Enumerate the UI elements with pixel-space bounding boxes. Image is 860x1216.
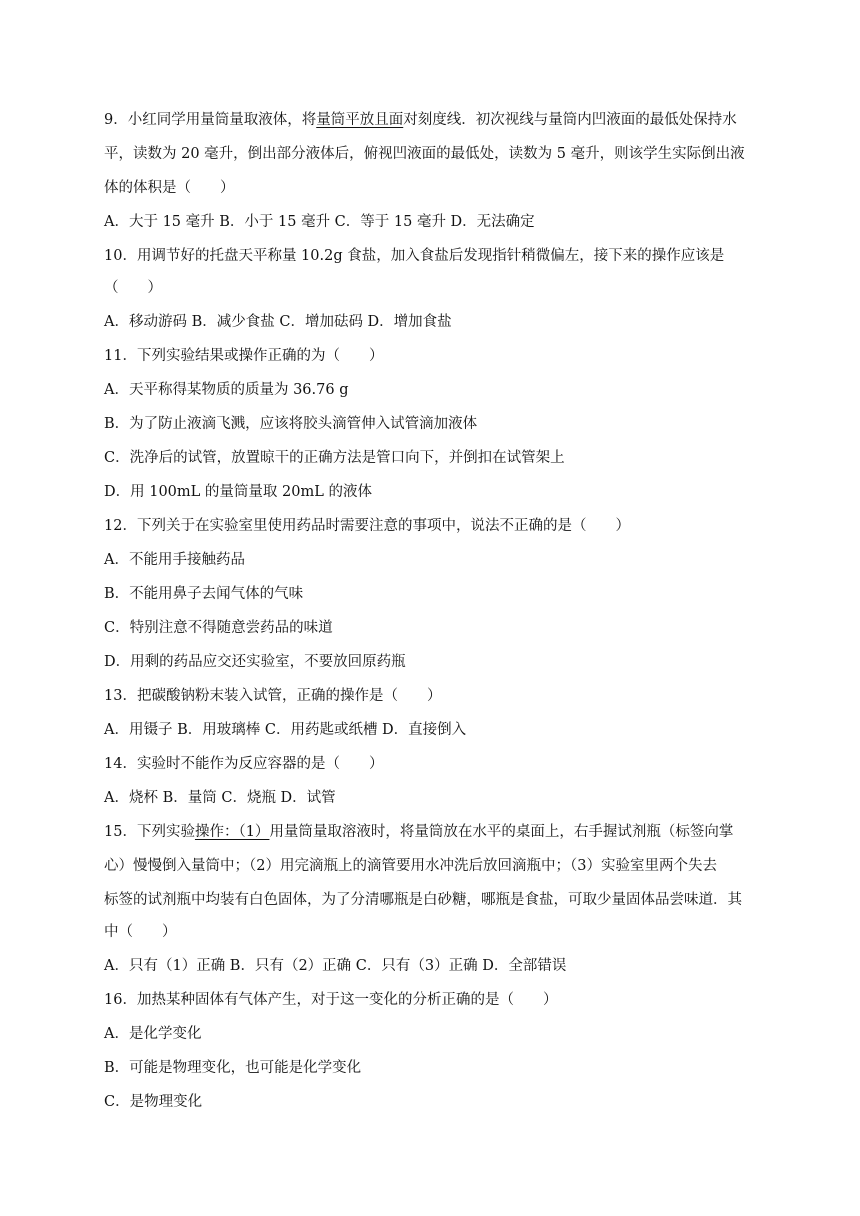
question-12-option-c: C．特别注意不得随意尝药品的味道 — [104, 620, 333, 636]
question-10-line-1: 10．用调节好的托盘天平称量 10.2g 食盐，加入食盐后发现指针稍微偏左，接下来的操作应该是 — [104, 248, 725, 264]
question-14-options: A．烧杯 B．量筒 C．烧瓶 D．试管 — [104, 790, 336, 806]
underlined-phrase: 操作：（1） — [194, 824, 270, 840]
question-14-stem: 14．实验时不能作为反应容器的是（ ） — [104, 756, 384, 772]
question-12-option-b: B．不能用鼻子去闻气体的气味 — [104, 586, 304, 602]
question-15-line-1: 15．下列实验操作：（1）用量筒量取溶液时，将量筒放在水平的桌面上，右手握试剂瓶（标签向掌 — [104, 824, 734, 840]
question-16-stem: 16．加热某种固体有气体产生，对于这一变化的分析正确的是（ ） — [104, 992, 558, 1008]
question-9-line-2: 平，读数为 20 毫升，倒出部分液体后，俯视凹液面的最低处，读数为 5 毫升，则该学生实际倒出液 — [104, 146, 745, 162]
question-11-option-c: C．洗净后的试管，放置晾干的正确方法是管口向下，并倒扣在试管架上 — [104, 450, 565, 466]
question-15-line-3: 标签的试剂瓶中均装有白色固体，为了分清哪瓶是白砂糖，哪瓶是食盐，可取少量固体品尝味道．其 — [104, 892, 742, 908]
question-11-option-d: D．用 100mL 的量筒量取 20mL 的液体 — [104, 484, 372, 500]
question-16-option-a: A．是化学变化 — [104, 1026, 202, 1042]
question-15-line-2: 心）慢慢倒入量筒中；（2）用完滴瓶上的滴管要用水冲洗后放回滴瓶中；（3）实验室里两个失去 — [104, 858, 717, 874]
question-11-option-b: B．为了防止液滴飞溅，应该将胶头滴管伸入试管滴加液体 — [104, 416, 478, 432]
question-9-line-3: 体的体积是（ ） — [104, 180, 235, 196]
question-15-line-4: 中（ ） — [104, 924, 177, 940]
underlined-phrase: 量筒平放且面 — [316, 112, 404, 128]
question-13-options: A．用镊子 B．用玻璃棒 C．用药匙或纸槽 D．直接倒入 — [104, 722, 467, 738]
question-12-option-d: D．用剩的药品应交还实验室，不要放回原药瓶 — [104, 654, 406, 670]
question-11-option-a: A．天平称得某物质的质量为 36.76 g — [104, 382, 349, 398]
question-16-option-c: C．是物理变化 — [104, 1094, 203, 1110]
question-16-option-b: B．可能是物理变化，也可能是化学变化 — [104, 1060, 362, 1076]
question-10-line-2: （ ） — [104, 280, 162, 296]
question-9-options: A．大于 15 毫升 B．小于 15 毫升 C．等于 15 毫升 D．无法确定 — [104, 214, 535, 230]
question-10-options: A．移动游码 B．减少食盐 C．增加砝码 D．增加食盐 — [104, 314, 452, 330]
question-15-options: A．只有（1）正确 B．只有（2）正确 C．只有（3）正确 D．全部错误 — [104, 958, 567, 974]
question-9-line-1: 9．小红同学用量筒量取液体，将量筒平放且面对刻度线．初次视线与量筒内凹液面的最低处保持水 — [104, 112, 737, 128]
question-12-option-a: A．不能用手接触药品 — [104, 552, 245, 568]
question-12-stem: 12．下列关于在实验室里使用药品时需要注意的事项中，说法不正确的是（ ） — [104, 518, 630, 534]
question-13-stem: 13．把碳酸钠粉末装入试管，正确的操作是（ ） — [104, 688, 442, 704]
question-11-stem: 11．下列实验结果或操作正确的为（ ） — [104, 348, 384, 364]
